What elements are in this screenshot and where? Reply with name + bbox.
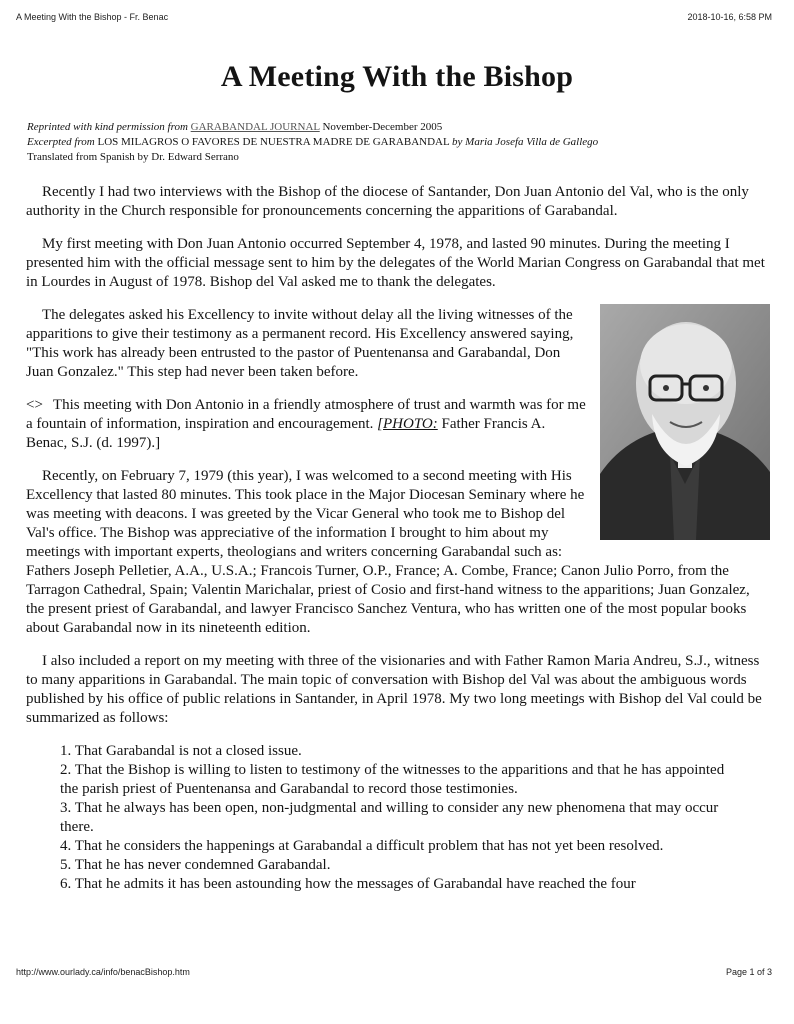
browser-print-footer-url: http://www.ourlady.ca/info/benacBishop.htm — [16, 967, 190, 977]
translator-line: Translated from Spanish by Dr. Edward Serrano — [27, 151, 239, 163]
paragraph-second-meeting: Recently, on February 7, 1979 (this year), I was welcomed to a second meeting with His Excellency that lasted 80 minutes. This took place in the Major Diocesan Seminary where he was meeting with deacons. I was greeted by the Vicar General who took me to Bishop del Val's office. The Bishop was appreciative of the information I brought to him about my meetings with important experts, theologians and writers concerning Garabandal such as: Fathers Joseph Pelletier, A.A., U.S.A.; Francois Turner, O.P., France; A. Combe, France; Canon Julio Porro, from the Tarragon Cathedral, Spain; Valentin Marichalar, priest of Cosio and first-hand witness to the apparitions; Juan Gonzalez, the present priest of Garabandal, and lawyer Francisco Sanchez Ventura, who has written one of the most popular books about Garabandal now in its nineteenth edition. — [26, 468, 750, 636]
photo-link[interactable]: [PHOTO: — [377, 416, 438, 432]
book-title: LOS MILAGROS O FAVORES DE NUESTRA MADRE DE GARABANDAL — [97, 136, 450, 148]
summary-points-list — [26, 742, 768, 894]
reprint-line — [27, 120, 767, 135]
summary-point: 4. That he considers the happenings at Garabandal a difficult problem that has not yet been resolved. — [60, 838, 664, 854]
summary-point: 6. That he admits it has been astounding how the messages of Garabandal have reached the four — [60, 876, 636, 892]
article-body — [26, 183, 768, 894]
source-credits — [27, 120, 767, 165]
summary-point: 5. That he has never condemned Garabandal. — [60, 857, 331, 873]
photo-note-text: This meeting with Don Antonio in a friendly atmosphere of trust and warmth was for me a fountain of information, inspiration and encouragement. — [26, 397, 586, 432]
photo-caption: Father Francis A. Benac, S.J. (d. 1997).] — [26, 416, 546, 451]
priest-portrait-image — [600, 304, 770, 540]
summary-point: 3. That he always has been open, non-judgmental and willing to consider any new phenomena that may occur there. — [60, 800, 719, 835]
page-title: A Meeting With the Bishop — [220, 60, 574, 93]
summary-point: 1. That Garabandal is not a closed issue. — [60, 743, 302, 759]
reprinted-prefix: Reprinted with kind permission from — [27, 121, 188, 133]
diamond-icon: <> — [26, 397, 43, 413]
browser-print-footer-page: Page 1 of 3 — [725, 967, 772, 977]
book-author: by Maria Josefa Villa de Gallego — [452, 136, 599, 148]
paragraph-report: I also included a report on my meeting with three of the visionaries and with Father Ramon Maria Andreu, S.J., witness to many apparitions in Garabandal. The main topic of conversation with Bishop del Val was about the ambiguous words published by his office of public relations in Santander, in April 1978. My two long meetings with Bishop del Val could be summarized as follows: — [26, 653, 762, 726]
paragraph-delegates-request: The delegates asked his Excellency to invite without delay all the living witnesses of the apparitions to give their testimony as a permanent record. His Excellency answered saying, "This work has already been entrusted to the pastor of Puentenansa and Garabandal, Don Juan Gonzalez." This step had never been taken before. — [26, 307, 574, 380]
bishop-meeting-photo — [600, 304, 770, 540]
excerpted-prefix: Excerpted from — [27, 136, 95, 148]
journal-link[interactable]: GARABANDAL JOURNAL — [190, 121, 320, 133]
browser-print-header-date: 2018-10-16, 6:58 PM — [687, 12, 772, 22]
browser-print-header-title: A Meeting With the Bishop - Fr. Benac — [16, 12, 169, 22]
paragraph-intro: Recently I had two interviews with the Bishop of the diocese of Santander, Don Juan Antonio del Val, who is the only authority in the Church responsible for pronouncements concerning the apparitions of Garabandal. — [26, 184, 749, 219]
excerpt-line — [27, 135, 767, 150]
paragraph-first-meeting: My first meeting with Don Juan Antonio occurred September 4, 1978, and lasted 90 minutes. During the meeting I presented him with the official message sent to him by the delegates of the World Marian Congress on Garabandal that met in Lourdes in August of 1978. Bishop del Val asked me to thank the delegates. — [26, 236, 765, 290]
issue-date: November-December 2005 — [322, 121, 443, 133]
summary-point: 2. That the Bishop is willing to listen to testimony of the witnesses to the apparitions and that he has appointed the parish priest of Puentenansa and Garabandal to record those testimonies. — [60, 762, 725, 797]
